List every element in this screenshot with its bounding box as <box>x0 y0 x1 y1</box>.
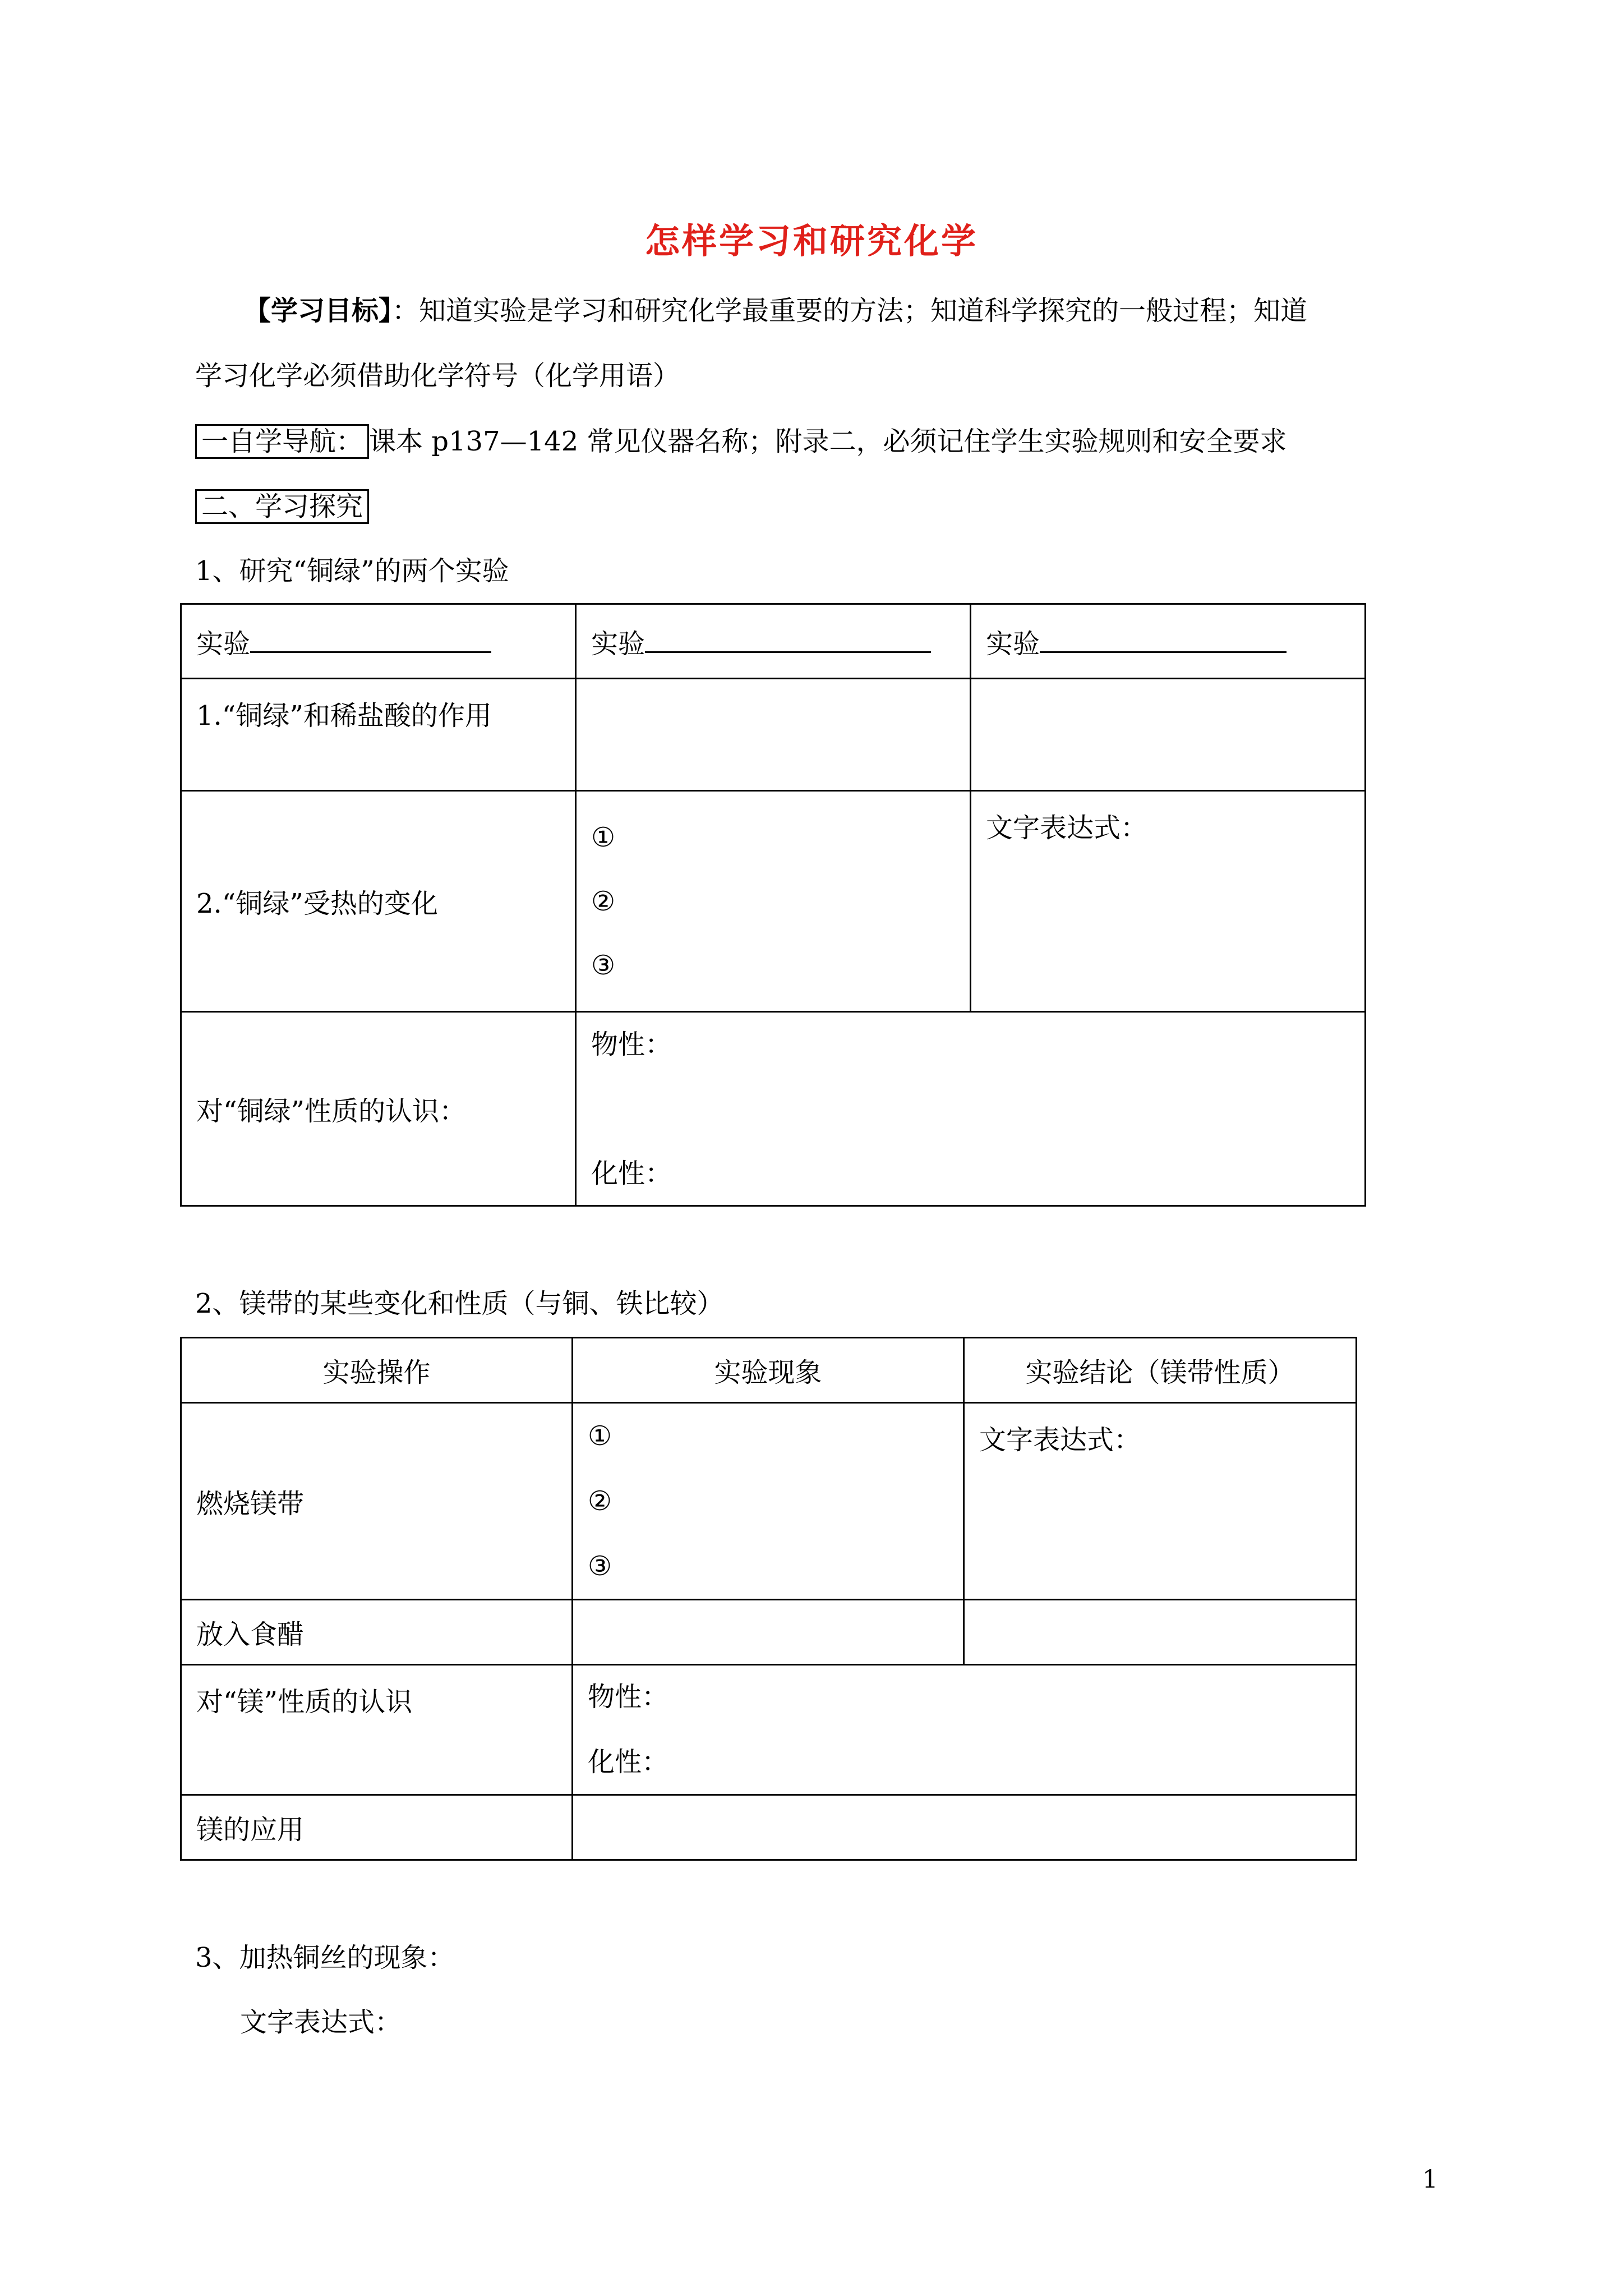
mark-3: ③ <box>588 1550 612 1582</box>
spacer <box>588 1714 1341 1745</box>
objectives-text-1: ：知道实验是学习和研究化学最重要的方法；知道科学探究的一般过程；知道 <box>392 295 1308 326</box>
mark-1: ① <box>588 1420 612 1452</box>
chemical-property: 化性： <box>588 1746 669 1778</box>
study-explore <box>195 489 369 524</box>
table-cell <box>573 1665 1357 1795</box>
page-title: 怎样学习和研究化学 <box>644 220 978 261</box>
table-cell: 镁的应用 <box>181 1795 573 1860</box>
table-cell <box>576 791 971 1012</box>
table-row <box>181 1600 1357 1665</box>
table-cell: 2.“铜绿”受热的变化 <box>181 791 576 1012</box>
table-cell[interactable] <box>573 1795 1357 1860</box>
table-cell <box>573 1403 964 1600</box>
blank-line[interactable] <box>250 625 491 653</box>
table-row <box>181 1403 1357 1600</box>
table-row <box>181 679 1366 791</box>
table-cell[interactable] <box>576 679 971 791</box>
table-header-cell: 实验现象 <box>573 1338 964 1403</box>
page-number: 1 <box>1422 2165 1438 2194</box>
mark-2: ② <box>591 885 616 917</box>
mark-2: ② <box>588 1485 612 1517</box>
blank-line[interactable] <box>1040 625 1287 653</box>
table-cell: 对“铜绿”性质的认识： <box>181 1012 576 1206</box>
table-header-cell: 实验 <box>576 604 971 679</box>
objectives-line1 <box>244 294 1307 328</box>
table-row <box>181 791 1366 1012</box>
magnesium-table <box>180 1337 1357 1861</box>
table-cell: 对“镁”性质的认识 <box>181 1665 573 1795</box>
table-row <box>181 1795 1357 1860</box>
part3-expression: 文字表达式： <box>240 2007 402 2038</box>
objectives-label: 【学习目标】 <box>244 295 393 326</box>
table-row <box>181 1338 1357 1403</box>
table-row <box>181 604 1366 679</box>
table-cell: 放入食醋 <box>181 1600 573 1665</box>
objectives-line2: 学习化学必须借助化学符号（化学用语） <box>195 360 680 392</box>
part2-heading: 2、镁带的某些变化和性质（与铜、铁比较） <box>195 1288 724 1319</box>
physical-property: 物性： <box>591 1028 672 1060</box>
table-cell: 1.“铜绿”和稀盐酸的作用 <box>181 679 576 791</box>
table-row <box>181 1665 1357 1795</box>
part1-heading: 1、研究“铜绿”的两个实验 <box>195 555 509 587</box>
verdigris-table <box>180 603 1366 1207</box>
table-cell: 燃烧镁带 <box>181 1403 573 1600</box>
chemical-property: 化性： <box>591 1157 672 1189</box>
table-cell[interactable] <box>573 1600 964 1665</box>
table-header-cell: 实验 <box>181 604 576 679</box>
table-cell: 文字表达式： <box>964 1403 1357 1600</box>
study-explore-label: 二、学习探究 <box>195 489 369 524</box>
table-header-cell: 实验结论（镁带性质） <box>964 1338 1357 1403</box>
marks-list <box>588 1404 948 1599</box>
table-cell[interactable] <box>964 1600 1357 1665</box>
table-cell: 文字表达式： <box>971 791 1366 1012</box>
mark-3: ③ <box>591 949 616 981</box>
table-header-cell: 实验操作 <box>181 1338 573 1403</box>
table-row <box>181 1012 1366 1206</box>
self-study-text: 课本 p137—142 常见仪器名称；附录二，必须记住学生实验规则和安全要求 <box>369 426 1287 457</box>
spacer <box>591 1061 1350 1157</box>
table-header-cell: 实验 <box>971 604 1366 679</box>
table-cell[interactable] <box>971 679 1366 791</box>
part3-heading: 3、加热铜丝的现象： <box>195 1942 455 1973</box>
mark-1: ① <box>591 821 616 853</box>
marks-list <box>591 806 955 997</box>
physical-property: 物性： <box>588 1681 669 1713</box>
table-cell <box>576 1012 1366 1206</box>
blank-line[interactable] <box>645 625 931 653</box>
self-study-label: 一自学导航： <box>195 424 369 459</box>
self-study-nav <box>195 424 1287 459</box>
